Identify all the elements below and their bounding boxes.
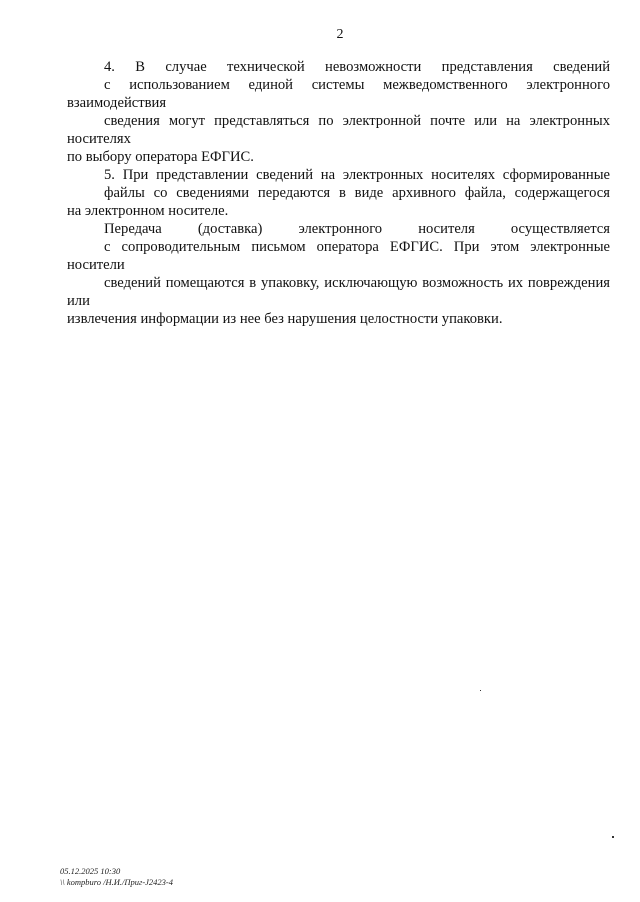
paragraph-4-line-1: 4. В случае технической невозможности представления сведений [104,59,610,75]
paragraph-4-line-2: с использованием единой системы межведомственного электронного взаимодействия [67,77,610,111]
document-body [67,58,610,328]
paragraph-4-line-3: сведения могут представляться по электронной почте или на электронных носителях [67,113,610,147]
scan-speck [612,836,614,838]
footer-timestamp: 05.12.2025 10:30 [60,866,121,876]
page-number: 2 [336,27,344,42]
paragraph-5-line-1: 5. При представлении сведений на электронных носителях сформированные [104,167,610,183]
paragraph-5 [67,166,610,220]
paragraph-transfer-line-4: извлечения информации из нее без нарушения целостности упаковки. [67,311,503,327]
paragraph-4 [67,58,610,166]
paragraph-5-line-2: файлы со сведениями передаются в виде архивного файла, содержащегося [104,185,610,201]
paragraph-transfer [67,220,610,328]
document-footer [60,866,173,888]
footer-file-path: \\ kompburo /Н.И./Приг-J2423-4 [60,877,174,887]
scan-speck [480,690,481,691]
paragraph-4-line-4: по выбору оператора ЕФГИС. [67,149,254,165]
paragraph-transfer-line-1: Передача (доставка) электронного носителя осуществляется [104,221,610,237]
paragraph-transfer-line-2: с сопроводительным письмом оператора ЕФГИС. При этом электронные носители [67,239,610,273]
paragraph-5-line-3: на электронном носителе. [67,203,229,219]
paragraph-transfer-line-3: сведений помещаются в упаковку, исключающую возможность их повреждения или [67,275,610,309]
